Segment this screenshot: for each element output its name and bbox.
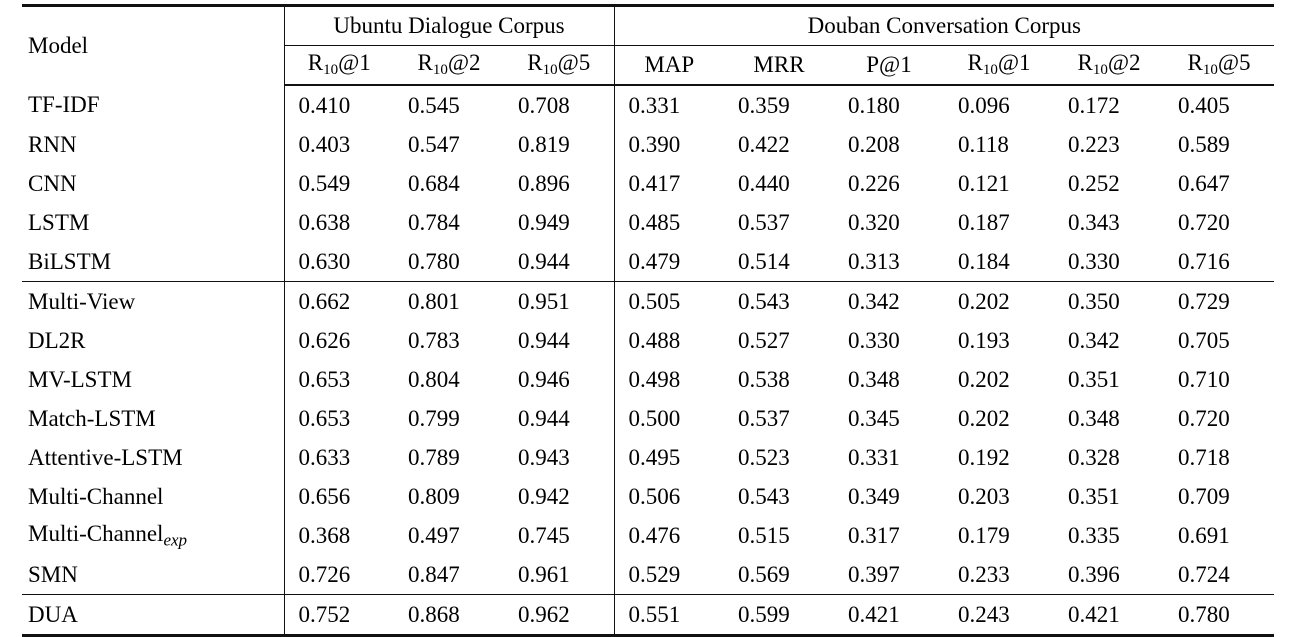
cell-value: 0.551	[614, 595, 724, 636]
header-metric-1: $R_{10}@2$	[394, 46, 504, 86]
cell-value: 0.549	[284, 164, 394, 203]
table-row	[22, 555, 1274, 595]
cell-value: 0.330	[1068, 248, 1120, 274]
cell-value: 0.351	[1068, 366, 1120, 392]
row-model-label: BiLSTM	[28, 248, 112, 274]
cell-value: 0.537	[738, 209, 790, 235]
cell-value: 0.202	[958, 366, 1010, 392]
cell-value: 0.121	[958, 170, 1010, 196]
cell-value: 0.342	[834, 282, 944, 322]
cell-value: 0.783	[408, 327, 460, 353]
cell-value: 0.187	[958, 209, 1010, 235]
cell-value: 0.527	[738, 327, 790, 353]
table-row	[22, 516, 1274, 555]
cell-value: 0.724	[1178, 561, 1230, 587]
cell-value: 0.633	[284, 438, 394, 477]
cell-value: 0.709	[1178, 483, 1230, 509]
header-model: Model	[22, 6, 284, 86]
cell-value: 0.233	[958, 561, 1010, 587]
cell-value: 0.421	[834, 595, 944, 636]
header-group-1: Douban Conversation Corpus	[614, 6, 1274, 46]
cell-value: 0.096	[958, 92, 1010, 118]
cell-value: 0.653	[284, 360, 394, 399]
cell-value: 0.809	[408, 483, 460, 509]
header-metric-5: P@1	[834, 46, 944, 86]
cell-value: 0.545	[408, 92, 460, 118]
header-metric-3: MAP	[614, 46, 724, 86]
table-row	[22, 595, 1274, 636]
row-model-label: DUA	[22, 595, 284, 636]
cell-value: 0.716	[1178, 248, 1230, 274]
cell-value: 0.780	[1164, 595, 1274, 636]
cell-value: 0.538	[738, 366, 790, 392]
cell-value: 0.543	[738, 483, 790, 509]
cell-value: 0.252	[1068, 170, 1120, 196]
header-group-0: Ubuntu Dialogue Corpus	[284, 6, 614, 46]
table-row	[22, 203, 1274, 242]
cell-value: 0.523	[738, 444, 790, 470]
cell-value: 0.630	[284, 242, 394, 282]
header-metric-0: $R_{10}@1$	[284, 46, 394, 86]
cell-value: 0.179	[958, 522, 1010, 548]
cell-value: 0.368	[284, 516, 394, 555]
cell-value: 0.789	[408, 444, 460, 470]
cell-value: 0.243	[944, 595, 1054, 636]
cell-value: 0.313	[848, 248, 900, 274]
table-row	[22, 164, 1274, 203]
cell-value: 0.320	[848, 209, 900, 235]
cell-value: 0.537	[738, 405, 790, 431]
cell-value: 0.417	[614, 164, 724, 203]
cell-value: 0.801	[394, 282, 504, 322]
table-row	[22, 360, 1274, 399]
cell-value: 0.752	[284, 595, 394, 636]
row-model-label: CNN	[28, 170, 77, 196]
cell-value: 0.662	[284, 282, 394, 322]
cell-value: 0.729	[1164, 282, 1274, 322]
cell-value: 0.726	[284, 555, 394, 595]
table-row	[22, 438, 1274, 477]
cell-value: 0.780	[408, 248, 460, 274]
cell-value: 0.951	[504, 282, 614, 322]
cell-value: 0.868	[394, 595, 504, 636]
row-model-label: Multi-View	[22, 282, 284, 322]
cell-value: 0.500	[614, 399, 724, 438]
table-row	[22, 477, 1274, 516]
cell-value: 0.804	[408, 366, 460, 392]
cell-value: 0.203	[958, 483, 1010, 509]
table-header-groups	[22, 6, 1274, 46]
cell-value: 0.946	[518, 366, 570, 392]
cell-value: 0.710	[1178, 366, 1230, 392]
cell-value: 0.223	[1068, 131, 1120, 157]
cell-value: 0.202	[944, 282, 1054, 322]
cell-value: 0.847	[408, 561, 460, 587]
cell-value: 0.961	[518, 561, 570, 587]
cell-value: 0.331	[614, 85, 724, 125]
cell-value: 0.942	[518, 483, 570, 509]
cell-value: 0.172	[1068, 92, 1120, 118]
cell-value: 0.335	[1068, 522, 1120, 548]
cell-value: 0.349	[848, 483, 900, 509]
cell-value: 0.317	[848, 522, 900, 548]
cell-value: 0.708	[518, 92, 570, 118]
cell-value: 0.684	[408, 170, 460, 196]
cell-value: 0.208	[848, 131, 900, 157]
header-metric-2: $R_{10}@5$	[504, 46, 614, 86]
header-metric-7: $R_{10}@2$	[1054, 46, 1164, 86]
header-metric-8: $R_{10}@5$	[1164, 46, 1274, 86]
cell-value: 0.962	[504, 595, 614, 636]
cell-value: 0.705	[1178, 327, 1230, 353]
table-row	[22, 242, 1274, 282]
cell-value: 0.718	[1178, 444, 1230, 470]
cell-value: 0.348	[1068, 405, 1120, 431]
cell-value: 0.589	[1178, 131, 1230, 157]
cell-value: 0.653	[284, 399, 394, 438]
cell-value: 0.638	[284, 203, 394, 242]
results-table	[22, 4, 1274, 637]
cell-value: 0.180	[848, 92, 900, 118]
cell-value: 0.193	[958, 327, 1010, 353]
cell-value: 0.495	[614, 438, 724, 477]
row-model-label: TF-IDF	[28, 92, 100, 117]
cell-value: 0.350	[1054, 282, 1164, 322]
header-metric-6: $R_{10}@1$	[944, 46, 1054, 86]
cell-value: 0.720	[1178, 405, 1230, 431]
row-model-label: MV-LSTM	[28, 366, 132, 392]
cell-value: 0.720	[1178, 209, 1230, 235]
cell-value: 0.944	[518, 248, 570, 274]
cell-value: 0.421	[1054, 595, 1164, 636]
cell-value: 0.345	[848, 405, 900, 431]
row-model-label: LSTM	[28, 209, 90, 235]
row-model-label: RNN	[28, 131, 77, 157]
cell-value: 0.359	[738, 92, 790, 118]
table-row	[22, 85, 1274, 125]
cell-value: 0.656	[284, 477, 394, 516]
cell-value: 0.529	[614, 555, 724, 595]
cell-value: 0.599	[724, 595, 834, 636]
cell-value: 0.348	[848, 366, 900, 392]
cell-value: 0.543	[724, 282, 834, 322]
cell-value: 0.405	[1178, 92, 1230, 118]
cell-value: 0.569	[738, 561, 790, 587]
cell-value: 0.944	[518, 327, 570, 353]
cell-value: 0.422	[738, 131, 790, 157]
cell-value: 0.745	[518, 522, 570, 548]
cell-value: 0.944	[518, 405, 570, 431]
cell-value: 0.943	[518, 444, 570, 470]
row-model-label: Match-LSTM	[28, 405, 156, 431]
cell-value: 0.479	[614, 242, 724, 282]
cell-value: 0.505	[614, 282, 724, 322]
cell-value: 0.403	[284, 125, 394, 164]
table-row	[22, 282, 1274, 322]
cell-value: 0.184	[958, 248, 1010, 274]
cell-value: 0.351	[1068, 483, 1120, 509]
cell-value: 0.506	[614, 477, 724, 516]
cell-value: 0.547	[408, 131, 460, 157]
cell-value: 0.691	[1178, 522, 1230, 548]
header-metric-4: MRR	[724, 46, 834, 86]
cell-value: 0.410	[284, 85, 394, 125]
table-row	[22, 125, 1274, 164]
cell-value: 0.949	[518, 209, 570, 235]
cell-value: 0.485	[614, 203, 724, 242]
table-row	[22, 321, 1274, 360]
cell-value: 0.784	[408, 209, 460, 235]
row-model-label: Attentive-LSTM	[28, 444, 183, 470]
cell-value: 0.331	[848, 444, 900, 470]
cell-value: 0.515	[738, 522, 790, 548]
row-model-label: Multi-Channelexp	[28, 520, 188, 550]
table-row	[22, 399, 1274, 438]
cell-value: 0.819	[518, 131, 570, 157]
table-body	[22, 6, 1274, 636]
cell-value: 0.497	[408, 522, 460, 548]
cell-value: 0.342	[1068, 327, 1120, 353]
cell-value: 0.390	[614, 125, 724, 164]
row-model-label: Multi-Channel	[28, 483, 164, 509]
cell-value: 0.330	[848, 327, 900, 353]
cell-value: 0.799	[408, 405, 460, 431]
cell-value: 0.896	[518, 170, 570, 196]
cell-value: 0.498	[614, 360, 724, 399]
cell-value: 0.488	[614, 321, 724, 360]
cell-value: 0.343	[1068, 209, 1120, 235]
cell-value: 0.192	[958, 444, 1010, 470]
cell-value: 0.440	[738, 170, 790, 196]
cell-value: 0.396	[1068, 561, 1120, 587]
cell-value: 0.226	[848, 170, 900, 196]
cell-value: 0.476	[614, 516, 724, 555]
cell-value: 0.202	[958, 405, 1010, 431]
row-model-label: SMN	[28, 561, 78, 587]
row-model-label: DL2R	[28, 327, 86, 353]
cell-value: 0.397	[848, 561, 900, 587]
cell-value: 0.647	[1178, 170, 1230, 196]
cell-value: 0.118	[958, 131, 1009, 157]
cell-value: 0.626	[284, 321, 394, 360]
cell-value: 0.514	[738, 248, 790, 274]
cell-value: 0.328	[1068, 444, 1120, 470]
